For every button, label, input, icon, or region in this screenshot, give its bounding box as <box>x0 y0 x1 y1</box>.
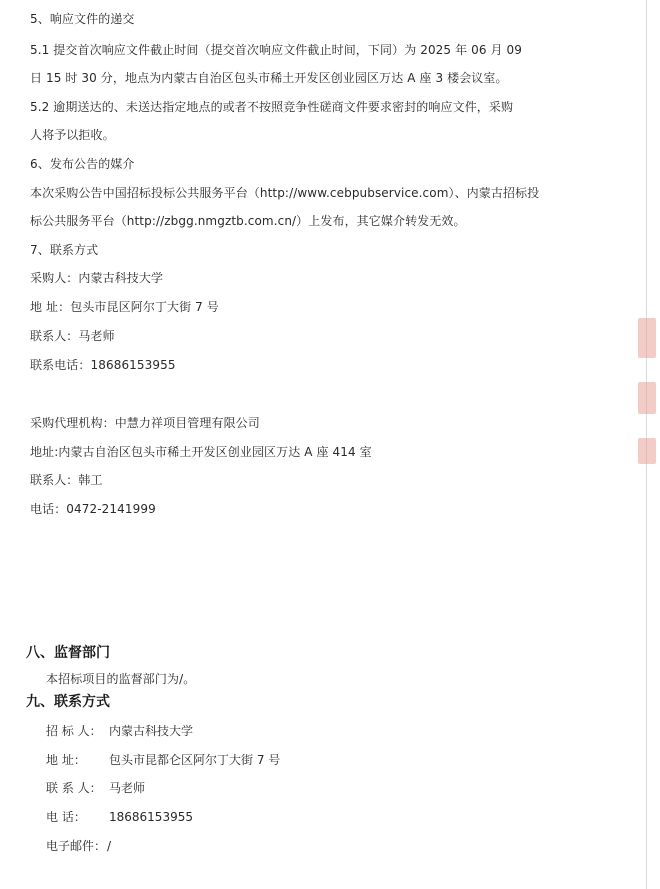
phone-value: 18686153955 <box>109 810 193 824</box>
contact-value: 马老师 <box>109 781 146 795</box>
section-8-text: 本招标项目的监督部门为/。 <box>46 672 196 686</box>
address-label: 地 址： <box>46 753 86 767</box>
contact-label: 联 系 人： <box>46 781 102 795</box>
seal-stamp-fragment-middle <box>638 382 656 414</box>
agency-phone-line: 电话：0472-2141999 <box>30 502 156 516</box>
purchaser-phone-line: 联系电话：18686153955 <box>30 358 176 372</box>
section-6-line-1: 本次采购公告中国招标投标公共服务平台（http://www.cebpubservice.com）、内蒙古招标投 <box>30 186 540 200</box>
seal-stamp-fragment-bottom <box>638 438 656 464</box>
section-6-title: 6、发布公告的媒介 <box>30 157 135 171</box>
address-value: 包头市昆都仑区阿尔丁大街 7 号 <box>109 753 281 767</box>
tenderer-value: 内蒙古科技大学 <box>109 724 194 738</box>
tenderer-label: 招 标 人： <box>46 724 102 738</box>
agency-address-line: 地址:内蒙古自治区包头市稀土开发区创业园区万达 A 座 414 室 <box>30 445 372 459</box>
agency-contact-line: 联系人：韩工 <box>30 473 103 487</box>
section-5-2-line-1: 5.2 逾期送达的、未送达指定地点的或者不按照竞争性磋商文件要求密封的响应文件，采购 <box>30 100 514 114</box>
seal-stamp-fragment-top <box>638 318 656 358</box>
section-5-1-line-1: 5.1 提交首次响应文件截止时间（提交首次响应文件截止时间，下同）为 2025 年 06 月 09 <box>30 43 522 57</box>
section-7-title: 7、联系方式 <box>30 243 99 257</box>
section-6-line-2: 标公共服务平台（http://zbgg.nmgztb.com.cn/）上发布，其它媒介转发无效。 <box>30 214 466 228</box>
agency-line: 采购代理机构：中慧力祥项目管理有限公司 <box>30 416 260 430</box>
section-5-title: 5、响应文件的递交 <box>30 12 135 26</box>
purchaser-address-line: 地 址：包头市昆区阿尔丁大街 7 号 <box>30 300 219 314</box>
section-5-1-line-2: 日 15 时 30 分，地点为内蒙古自治区包头市稀土开发区创业园区万达 A 座 3 楼会议室。 <box>30 71 508 85</box>
section-9-heading: 九、联系方式 <box>26 694 110 710</box>
purchaser-line: 采购人：内蒙古科技大学 <box>30 271 164 285</box>
email-value: / <box>107 839 112 853</box>
purchaser-contact-line: 联系人：马老师 <box>30 329 115 343</box>
section-8-heading: 八、监督部门 <box>26 645 110 661</box>
email-label: 电子邮件： <box>46 839 107 853</box>
phone-label: 电 话： <box>46 810 86 824</box>
section-5-2-line-2: 人将予以拒收。 <box>30 128 115 142</box>
